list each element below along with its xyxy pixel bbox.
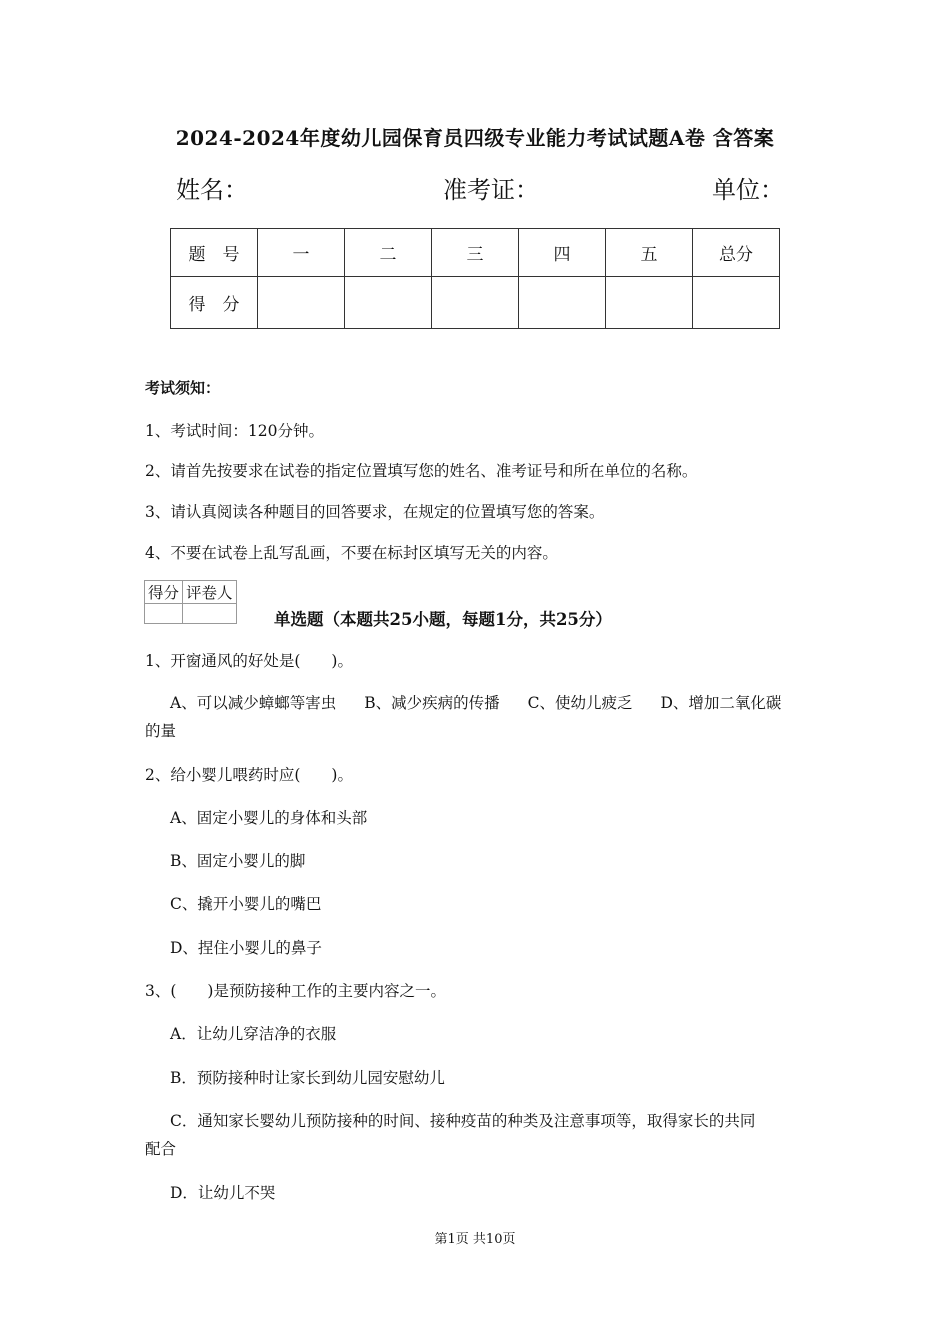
score-table-header: 四 — [519, 229, 606, 277]
option-c[interactable]: C．通知家长婴幼儿预防接种的时间、接种疫苗的种类及注意事项等，取得家长的共同 — [170, 1112, 756, 1130]
score-table-header: 总分 — [693, 229, 780, 277]
score-cell[interactable] — [258, 277, 345, 329]
score-row-label: 得 分 — [171, 277, 258, 329]
option-b[interactable]: B、固定小婴儿的脚 — [170, 852, 306, 870]
grader-score-cell[interactable] — [145, 604, 183, 624]
grader-score-label: 得分 — [145, 581, 183, 604]
option-c[interactable]: C、使幼儿疲乏 — [527, 694, 633, 712]
question-stem: 3、( )是预防接种工作的主要内容之一。 — [145, 982, 446, 1000]
option-c[interactable]: C、撬开小婴儿的嘴巴 — [170, 895, 322, 913]
option-d[interactable]: D、增加二氧化碳 — [660, 694, 782, 712]
notice-item: 4、不要在试卷上乱写乱画，不要在标封区填写无关的内容。 — [145, 544, 558, 562]
score-table-header: 五 — [606, 229, 693, 277]
exam-id-field-label: 准考证： — [443, 176, 539, 204]
score-table-score-row — [171, 277, 780, 329]
score-table-header: 三 — [432, 229, 519, 277]
option-b[interactable]: B．预防接种时让家长到幼儿园安慰幼儿 — [170, 1069, 445, 1087]
option-c-continuation: 配合 — [145, 1140, 177, 1158]
question-stem: 1、开窗通风的好处是( )。 — [145, 652, 353, 670]
score-table-header: 二 — [345, 229, 432, 277]
score-table-header: 一 — [258, 229, 345, 277]
score-table-header-row — [171, 229, 780, 277]
notice-item: 3、请认真阅读各种题目的回答要求，在规定的位置填写您的答案。 — [145, 503, 605, 521]
notice-item: 1、考试时间：120分钟。 — [145, 422, 324, 440]
grader-reviewer-cell[interactable] — [183, 604, 237, 624]
page-title: 2024-2024年度幼儿园保育员四级专业能力考试试题A卷 含答案 — [175, 126, 775, 150]
option-b[interactable]: B、减少疾病的传播 — [364, 694, 500, 712]
unit-field-label: 单位： — [712, 176, 784, 204]
score-cell[interactable] — [606, 277, 693, 329]
grader-reviewer-label: 评卷人 — [183, 581, 237, 604]
score-table — [170, 228, 780, 329]
option-d[interactable]: D．让幼儿不哭 — [170, 1184, 276, 1202]
name-field-label: 姓名： — [176, 176, 248, 204]
page-footer: 第1页 共10页 — [434, 1232, 516, 1247]
grader-box — [144, 580, 237, 624]
option-d[interactable]: D、捏住小婴儿的鼻子 — [170, 939, 322, 957]
score-cell[interactable] — [519, 277, 606, 329]
score-cell[interactable] — [345, 277, 432, 329]
option-d-continuation: 的量 — [145, 722, 177, 740]
score-cell[interactable] — [693, 277, 780, 329]
question-options-line — [170, 691, 781, 713]
section-title: 单选题（本题共25小题，每题1分，共25分） — [274, 610, 612, 629]
score-table-header: 题 号 — [171, 229, 258, 277]
option-a[interactable]: A、可以减少蟑螂等害虫 — [170, 694, 337, 712]
option-a[interactable]: A、固定小婴儿的身体和头部 — [170, 809, 368, 827]
notice-heading: 考试须知： — [145, 379, 221, 397]
notice-item: 2、请首先按要求在试卷的指定位置填写您的姓名、准考证号和所在单位的名称。 — [145, 462, 698, 480]
score-cell[interactable] — [432, 277, 519, 329]
option-a[interactable]: A．让幼儿穿洁净的衣服 — [170, 1025, 337, 1043]
question-stem: 2、给小婴儿喂药时应( )。 — [145, 766, 353, 784]
